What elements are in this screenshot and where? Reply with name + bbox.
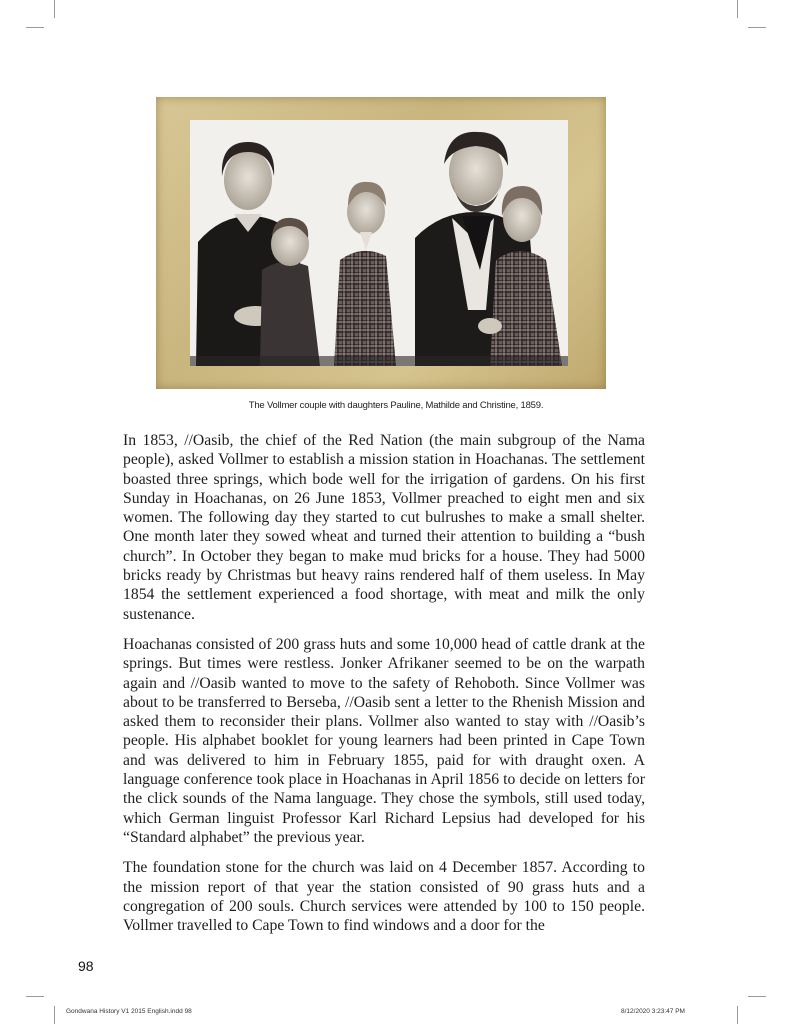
figure-caption: The Vollmer couple with daughters Pauline, Mathilde and Christine, 1859. [248, 400, 544, 411]
crop-mark [737, 1006, 738, 1024]
crop-mark [26, 996, 44, 997]
crop-mark [748, 27, 766, 28]
crop-mark [737, 0, 738, 18]
page-number: 98 [78, 958, 94, 974]
family-portrait-photo [190, 120, 568, 366]
crop-mark [54, 1006, 55, 1024]
print-slug-filename: Gondwana History V1 2015 English.indd 98 [66, 1008, 192, 1015]
crop-mark [748, 996, 766, 997]
paragraph: Hoachanas consisted of 200 grass huts and some 10,000 head of cattle drank at the springs. But times were restless. Jonker Afrikaner seemed to be on the warpath again and //Oasib wanted to move to the safety of Rehoboth. Since Vollmer was about to be transferred to Berseba, //Oasib sent a letter to the Rhenish Mission and asked them to reconsider their plans. Vollmer also wanted to stay with //Oasib’s people. His alphabet booklet for young learners had been printed in Cape Town and was delivered to him in February 1855, paid for with draught oxen. A language conference took place in Hoachanas in April 1856 to decide on letters for the click sounds of the Nama language. They chose the symbols, still used today, which German linguist Professor Karl Richard Lepsius had developed for his “Standard alphabet” the previous year. [123, 635, 645, 846]
photo-frame [156, 97, 606, 389]
paragraph: In 1853, //Oasib, the chief of the Red Nation (the main subgroup of the Nama people), asked Vollmer to establish a mission station in Hoachanas. The settlement boasted three springs, which bode well for the irrigation of gardens. On his first Sunday in Hoachanas, on 26 June 1853, Vollmer preached to eight men and six women. The following day they started to cut bulrushes to make a small shelter. One month later they sowed wheat and turned their attention to building a “bush church”. In October they began to make mud bricks for a house. They had 5000 bricks ready by Christmas but heavy rains rendered half of them useless. In May 1854 the settlement experienced a food shortage, with meat and milk the only sustenance. [123, 432, 645, 623]
article-body [123, 431, 645, 946]
print-slug-timestamp: 8/12/2020 3:23:47 PM [621, 1008, 685, 1015]
crop-mark [26, 27, 44, 28]
paragraph: The foundation stone for the church was laid on 4 December 1857. According to the mission report of that year the station consisted of 90 grass huts and a congregation of 200 souls. Church services were attended by 100 to 150 people. Vollmer travelled to Cape Town to find windows and a door for the [123, 859, 645, 935]
crop-mark [54, 0, 55, 18]
